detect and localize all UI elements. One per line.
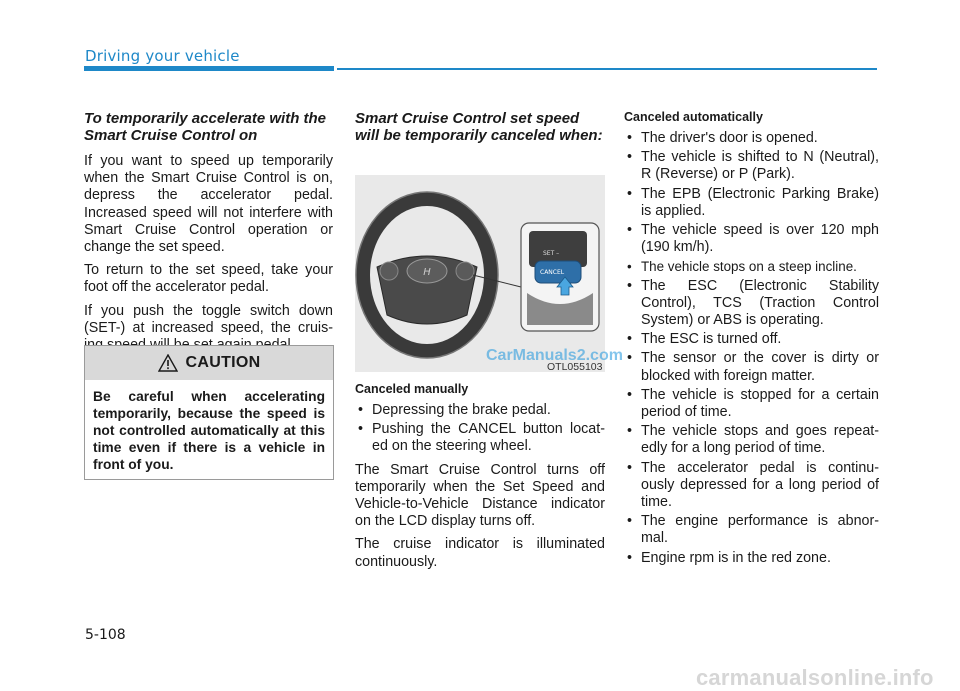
list-item: • The engine performance is abnor-mal.	[627, 513, 879, 547]
column-middle	[355, 110, 605, 153]
canceled-manually-title: Canceled manually	[355, 382, 469, 396]
page-number: 5-108	[85, 627, 126, 643]
footer-watermark: carmanualsonline.info	[696, 665, 934, 690]
inset-cancel-label: CANCEL	[540, 269, 565, 276]
caution-title: CAUTION	[185, 354, 261, 371]
paragraph: The Smart Cruise Control turns off temporarily when the Set Speed and Vehicle-to-Vehicle Distance indicator on the LCD display turns off.	[355, 461, 605, 530]
steering-wheel-illustration	[355, 175, 605, 372]
paragraph: To return to the set speed, take your foot off the accelerator pedal.	[84, 262, 333, 296]
canceled-automatically-title: Canceled automatically	[624, 110, 763, 124]
paragraph: The cruise indicator is illuminated continuously.	[355, 536, 605, 570]
paragraph: If you push the toggle switch down (SET-) at increased speed, the cruis-	[84, 302, 333, 336]
list-item: • The vehicle is shifted to N (Neutral), R (Reverse) or P (Park).	[627, 149, 879, 183]
column-left	[84, 110, 333, 360]
caution-header	[85, 346, 333, 380]
list-item: • The ESC is turned off.	[627, 331, 782, 348]
list-item: • Engine rpm is in the red zone.	[627, 549, 831, 566]
figure-watermark: CarManuals2.com	[486, 347, 623, 364]
list-item: • The accelerator pedal is continu-ously depressed for a long period of time.	[627, 459, 879, 511]
svg-text:H: H	[423, 267, 431, 278]
section-title: Driving your vehicle	[85, 47, 240, 65]
canceled-manually-list	[355, 402, 605, 456]
list-item: • The vehicle stops on a steep incline.	[627, 259, 857, 275]
warning-triangle-icon	[158, 354, 178, 372]
steering-wheel-icon	[355, 175, 605, 372]
heading-temporary-accelerate: To temporarily accelerate with the Smart Cruise Control on	[84, 110, 327, 144]
inset-set-label: SET –	[543, 250, 560, 257]
column-right	[624, 110, 879, 573]
header-rule-thin	[337, 68, 877, 70]
list-item: • The ESC (Electronic Stability Control), TCS (Traction Control System) or ABS is operating.	[627, 277, 879, 329]
list-item: • The vehicle is stopped for a certain period of time.	[627, 386, 879, 421]
list-item: • Pushing the CANCEL button locat-ed on the steering wheel.	[358, 421, 605, 455]
header-rule-thick	[84, 66, 334, 71]
list-item: • The vehicle stops and goes repeat-edly for a long period of time.	[627, 423, 879, 457]
list-item: • The vehicle speed is over 120 mph (190 km/h).	[627, 222, 879, 256]
heading-scc-canceled: Smart Cruise Control set speed will be temporarily canceled when:	[355, 110, 603, 144]
figure-code: OTL055103	[547, 361, 603, 373]
list-item: • The EPB (Electronic Parking Brake) is applied.	[627, 185, 879, 219]
list-item: • The sensor or the cover is dirty or blocked with foreign matter.	[627, 350, 879, 384]
column-middle-lower	[355, 382, 605, 577]
paragraph: If you want to speed up temporarily when the Smart Cruise Control is on, depress the accelerator pedal. Increased speed will not interfere with Smart Cruise Control operation or change the set speed.	[84, 153, 333, 256]
list-item: • The driver's door is opened.	[627, 130, 818, 146]
caution-box	[84, 345, 334, 480]
caution-text: Be careful when accelerating temporarily, because the speed is not controlled automatically at this time even if there is a vehicle in front of you.	[93, 389, 325, 472]
canceled-automatically-list	[624, 130, 879, 567]
list-item: • Depressing the brake pedal.	[358, 402, 551, 418]
